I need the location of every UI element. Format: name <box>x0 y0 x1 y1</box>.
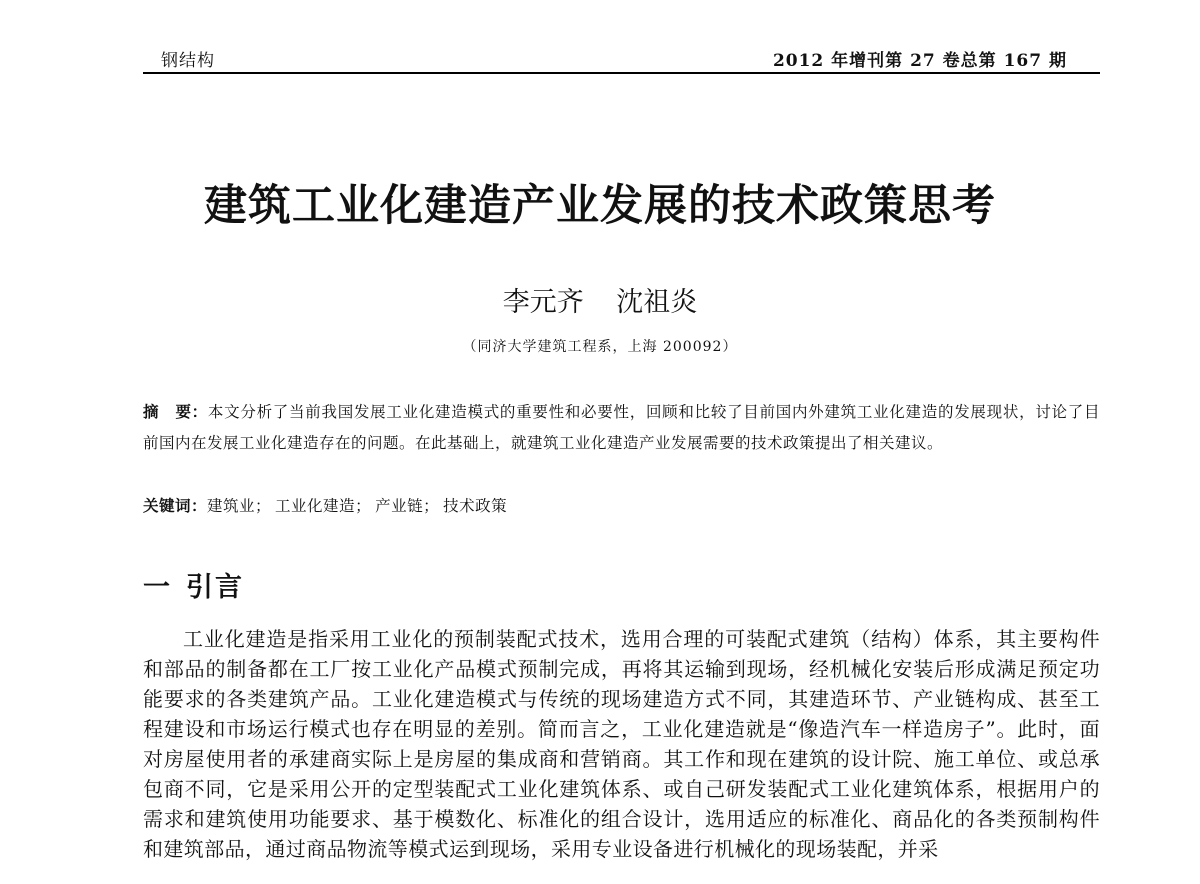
abstract <box>143 397 1100 459</box>
section-heading <box>143 565 244 604</box>
journal-name: 钢结构 <box>161 51 215 71</box>
abstract-text: 本文分析了当前我国发展工业化建造模式的重要性和必要性，回顾和比较了目前国内外建筑工业化建造的发展现状，讨论了目前国内在发展工业化建造存在的问题。在此基础上，就建筑工业化建造产业发展需要的技术政策提出了相关建议。 <box>143 403 1100 452</box>
body-paragraph: 工业化建造是指采用工业化的预制装配式技术，选用合理的可装配式建筑（结构）体系，其主要构件和部品的制备都在工厂按工业化产品模式预制完成，再将其运输到现场，经机械化安装后形成满足预定功能要求的各类建筑产品。工业化建造模式与传统的现场建造方式不同，其建造环节、产业链构成、甚至工程建设和市场运行模式也存在明显的差别。简而言之，工业化建造就是“像造汽车一样造房子”。此时，面对房屋使用者的承建商实际上是房屋的集成商和营销商。其工作和现在建筑的设计院、施工单位、或总承包商不同，它是采用公开的定型装配式工业化建筑体系、或自己研发装配式工业化建筑体系，根据用户的需求和建筑使用功能要求、基于模数化、标准化的组合设计，选用适应的标准化、商品化的各类预制构件和建筑部品，通过商品物流等模式运到现场，采用专业设备进行机械化的现场装配，并采 <box>143 627 1100 861</box>
author-name: 沈祖炎 <box>616 287 698 318</box>
author-name: 李元齐 <box>502 287 584 318</box>
paper-title: 建筑工业化建造产业发展的技术政策思考 <box>204 181 996 231</box>
keyword-separator: ； <box>423 497 440 515</box>
section-number: 一 <box>143 572 172 603</box>
affiliation: （同济大学建筑工程系，上海 200092） <box>462 339 738 355</box>
keyword-separator: ； <box>355 497 372 515</box>
running-header <box>143 44 1100 74</box>
issue-info: 2012 年增刊第 27 卷总第 167 期 <box>772 51 1067 71</box>
keyword: 技术政策 <box>443 497 508 515</box>
author-list <box>100 280 1100 319</box>
keywords-label: 关键词： <box>143 497 208 515</box>
section-title: 引言 <box>186 572 244 603</box>
keyword: 产业链 <box>375 497 424 515</box>
keyword: 建筑业 <box>207 497 256 515</box>
keyword: 工业化建造 <box>275 497 356 515</box>
abstract-label: 摘 要： <box>143 403 208 421</box>
keyword-separator: ； <box>255 497 272 515</box>
keywords <box>143 492 1100 520</box>
